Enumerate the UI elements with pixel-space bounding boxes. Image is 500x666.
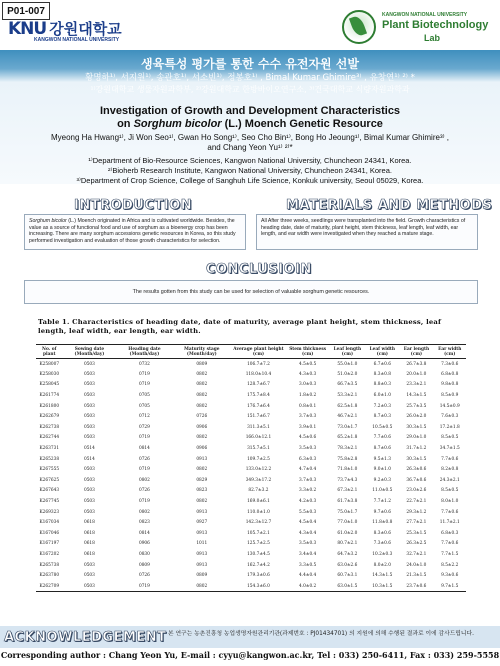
table-cell: 6.0±1.0 bbox=[373, 393, 391, 399]
table-title: Table 1. Characteristics of heading date, date of maturity, average plant height, stem thickness, leaf length, leaf width, ear length, ear width. bbox=[38, 318, 442, 335]
table-cell: 3.3±0.2 bbox=[299, 488, 317, 494]
table-cell: 0829 bbox=[196, 477, 208, 483]
table-row bbox=[36, 486, 466, 497]
table-cell: 3.7±0.3 bbox=[299, 477, 317, 483]
table-cell: 0814 bbox=[138, 530, 150, 536]
table-cell: 0729 bbox=[138, 424, 150, 430]
table-cell: 0913 bbox=[196, 509, 208, 515]
table-cell: 0913 bbox=[196, 562, 208, 568]
table-cell: 0830 bbox=[138, 551, 150, 557]
table-header-cell: Maturity stage (Month/day) bbox=[173, 345, 232, 359]
table-cell: 14.3±1.5 bbox=[406, 393, 427, 399]
table-cell: 8.7±0.3 bbox=[373, 414, 391, 420]
table-cell: 169.0±6.1 bbox=[247, 499, 270, 505]
table-cell: 14.3±1.5 bbox=[372, 573, 393, 579]
english-title-line2: on Sorghum bicolor (L.) Moench Genetic Resource bbox=[117, 118, 383, 130]
table-row bbox=[36, 517, 466, 528]
table-cell: 0514 bbox=[83, 446, 95, 452]
table-cell: 0802 bbox=[196, 382, 208, 388]
introduction-box bbox=[24, 214, 246, 250]
english-authors bbox=[0, 133, 500, 153]
table-cell: K267625 bbox=[39, 477, 60, 483]
table-cell: 75.0±1.7 bbox=[337, 509, 358, 515]
table-cell: 0719 bbox=[116, 581, 172, 592]
english-title-line1: Investigation of Growth and Development Characteristics bbox=[99, 105, 401, 117]
table-cell: 20.0±1.0 bbox=[406, 371, 427, 377]
table-cell: 3.4±0.4 bbox=[299, 551, 317, 557]
table-cell: 27.7±2.1 bbox=[406, 520, 427, 526]
table-cell: 7.6±0.3 bbox=[441, 414, 459, 420]
table-cell: 9.8±0.8 bbox=[441, 382, 459, 388]
table-cell: 3.9±0.1 bbox=[299, 424, 317, 430]
table-cell: K265238 bbox=[39, 456, 60, 462]
table-cell: 0514 bbox=[83, 456, 95, 462]
table-cell: 0503 bbox=[83, 424, 95, 430]
table-cell: 8.2±0.8 bbox=[441, 467, 459, 473]
table-cell: 9.0±1.0 bbox=[373, 467, 391, 473]
table-cell: 0802 bbox=[196, 467, 208, 473]
table-cell: 0913 bbox=[196, 530, 208, 536]
table-cell: 0802 bbox=[196, 393, 208, 399]
table-cell: 8.0±1.0 bbox=[441, 499, 459, 505]
table-cell: 151.7±6.7 bbox=[247, 414, 270, 420]
knu-logo-english: KANGWON NATIONAL UNIVERSITY bbox=[34, 37, 120, 43]
table-cell: 36.7±0.6 bbox=[406, 477, 427, 483]
table-cell: 4.4±0.4 bbox=[299, 573, 317, 579]
table-cell: 118.0±10.4 bbox=[245, 371, 272, 377]
table-cell: K261774 bbox=[39, 393, 60, 399]
table-cell: 6.7±0.6 bbox=[373, 361, 391, 367]
table-cell: 4.3±0.3 bbox=[299, 371, 317, 377]
table-cell: K167034 bbox=[39, 520, 60, 526]
affiliation-1: ¹⁾Department of Bio-Resource Sciences, Kangwon National University, Chuncheon 24341, Korea. bbox=[88, 156, 412, 165]
table-cell: K265738 bbox=[39, 562, 60, 568]
table-cell: 7.3±0.6 bbox=[441, 361, 459, 367]
table-row bbox=[36, 422, 466, 433]
table-row bbox=[36, 581, 466, 592]
lab-logo-name: Plant Biotechnology bbox=[382, 19, 489, 31]
table-header-cell: Heading date (Month/day) bbox=[116, 345, 172, 359]
table-cell: 0906 bbox=[196, 446, 208, 452]
table-cell: K262738 bbox=[39, 424, 60, 430]
table-row bbox=[36, 411, 466, 422]
table-cell: 162.7±4.2 bbox=[247, 562, 270, 568]
table-header-cell: Ear width (cm) bbox=[433, 345, 466, 359]
table-cell: K262709 bbox=[36, 581, 63, 592]
table-cell: 0503 bbox=[83, 393, 95, 399]
table-cell: 179.3±0.6 bbox=[247, 573, 270, 579]
table-cell: 7.7±0.6 bbox=[441, 509, 459, 515]
methods-box bbox=[256, 214, 478, 250]
table-header-cell: Average plant height (cm) bbox=[231, 345, 286, 359]
table-cell: 0503 bbox=[83, 509, 95, 515]
table-cell: 8.8±0.3 bbox=[373, 382, 391, 388]
table-cell: 26.0±2.0 bbox=[406, 414, 427, 420]
table-cell: 0503 bbox=[83, 435, 95, 441]
table-cell: 30.3±1.5 bbox=[406, 456, 427, 462]
table-cell: 26.3±0.6 bbox=[406, 467, 427, 473]
table-row bbox=[36, 570, 466, 581]
table-cell: 4.5±0.5 bbox=[299, 361, 317, 367]
table-cell: 9.2±0.3 bbox=[373, 477, 391, 483]
table-cell: 0802 bbox=[196, 371, 208, 377]
table-row bbox=[36, 539, 466, 550]
table-row bbox=[36, 549, 466, 560]
table-cell: 7.2±0.3 bbox=[373, 403, 391, 409]
table-cell: K263780 bbox=[39, 573, 60, 579]
table-header-cell: Leaf length (cm) bbox=[330, 345, 366, 359]
table-row bbox=[36, 369, 466, 380]
table-cell: 0823 bbox=[138, 520, 150, 526]
table-row bbox=[36, 443, 466, 454]
lab-logo-suffix: Lab bbox=[424, 33, 441, 43]
table-cell: 0503 bbox=[83, 488, 95, 494]
table-cell: 0618 bbox=[83, 541, 95, 547]
table-cell: 0823 bbox=[196, 488, 208, 494]
table-cell: 7.7±1.2 bbox=[373, 499, 391, 505]
table-cell: 32.7±2.1 bbox=[406, 551, 427, 557]
table-cell: 73.7±4.3 bbox=[337, 477, 358, 483]
lab-logo bbox=[324, 6, 494, 46]
table-cell: 0802 bbox=[196, 499, 208, 505]
conclusion-text: The results gotten from this study can be used for selection of valuable sorghum genetic resources. bbox=[132, 288, 370, 295]
table-cell: 4.0±0.2 bbox=[286, 581, 330, 592]
table-cell: K167197 bbox=[39, 541, 60, 547]
table-cell: 0503 bbox=[83, 467, 95, 473]
table-cell: 6.3±0.3 bbox=[299, 456, 317, 462]
table-cell: K262744 bbox=[39, 435, 60, 441]
header bbox=[0, 0, 500, 52]
table-cell: 0802 bbox=[196, 403, 208, 409]
table-cell: K167202 bbox=[39, 551, 60, 557]
table-row bbox=[36, 496, 466, 507]
table-cell: 4.5±0.4 bbox=[299, 520, 317, 526]
table-row bbox=[36, 464, 466, 475]
table-cell: 55.0±1.0 bbox=[337, 361, 358, 367]
table-cell: 0809 bbox=[196, 361, 208, 367]
table-row bbox=[36, 454, 466, 465]
table-header-cell: Sowing date (Month/day) bbox=[63, 345, 117, 359]
table-cell: 106.7±7.2 bbox=[247, 361, 270, 367]
table-cell: 0809 bbox=[196, 573, 208, 579]
table-cell: 0618 bbox=[83, 530, 95, 536]
table-cell: 14.5±0.9 bbox=[439, 403, 460, 409]
table-cell: 0809 bbox=[138, 562, 150, 568]
table-cell: 8.5±0.5 bbox=[441, 435, 459, 441]
table-cell: 0719 bbox=[138, 371, 150, 377]
table-cell: 110.0±1.0 bbox=[247, 509, 270, 515]
table-cell: 64.7±3.2 bbox=[337, 551, 358, 557]
table-cell: 9.5±1.3 bbox=[373, 456, 391, 462]
table-cell: 23.7±0.6 bbox=[399, 581, 433, 592]
table-cell: 0705 bbox=[138, 393, 150, 399]
table-cell: 3.3±0.5 bbox=[299, 562, 317, 568]
table-cell: 8.0±2.0 bbox=[373, 562, 391, 568]
lab-logo-university: KANGWON NATIONAL UNIVERSITY bbox=[382, 12, 468, 18]
table-cell: 25.7±3.5 bbox=[406, 403, 427, 409]
table-cell: 11.8±0.8 bbox=[372, 520, 393, 526]
table-cell: 66.7±3.5 bbox=[337, 382, 358, 388]
table-cell: 26.7±3.8 bbox=[406, 361, 427, 367]
table-cell: 63.0±1.5 bbox=[330, 581, 366, 592]
table-cell: 75.8±2.8 bbox=[337, 456, 358, 462]
table-cell: 0719 bbox=[138, 382, 150, 388]
table-cell: 78.3±2.1 bbox=[337, 446, 358, 452]
table-cell: 60.7±3.1 bbox=[337, 573, 358, 579]
table-cell: 0732 bbox=[138, 361, 150, 367]
table-cell: 7.7±0.6 bbox=[373, 435, 391, 441]
table-cell: 0503 bbox=[83, 361, 95, 367]
table-cell: 154.3±6.0 bbox=[231, 581, 286, 592]
table-cell: 10.5±0.5 bbox=[372, 424, 393, 430]
table-cell: 46.7±2.1 bbox=[337, 414, 358, 420]
knu-logo-korean: 강원대학교 bbox=[49, 20, 122, 38]
table-cell: 130.7±4.5 bbox=[247, 551, 270, 557]
table-cell: 0503 bbox=[83, 382, 95, 388]
table-cell: 0618 bbox=[83, 551, 95, 557]
table-cell: 0906 bbox=[196, 424, 208, 430]
table-cell: 311.3±5.1 bbox=[247, 424, 270, 430]
table-row bbox=[36, 528, 466, 539]
table-cell: 0906 bbox=[138, 541, 150, 547]
table-cell: 8.7±0.6 bbox=[373, 446, 391, 452]
table-cell: 9.7±0.6 bbox=[373, 509, 391, 515]
table-cell: 0814 bbox=[138, 446, 150, 452]
characteristics-table bbox=[36, 344, 466, 592]
table-cell: 26.3±2.5 bbox=[406, 541, 427, 547]
methods-heading: MATERIALS AND METHODS bbox=[286, 198, 493, 213]
table-row bbox=[36, 390, 466, 401]
table-cell: 61.7±3.8 bbox=[337, 499, 358, 505]
table-cell: 1011 bbox=[196, 541, 208, 547]
table-cell: 3.0±0.3 bbox=[299, 382, 317, 388]
table-cell: K262679 bbox=[39, 414, 60, 420]
table-cell: 71.8±1.0 bbox=[337, 467, 358, 473]
introduction-text: (L.) Moench originated in Africa and is cultivated worldwide. Besides, the value as a source of functional food and use of sorghum as a bioenergy crop has been increasing. There are many sorghum accessions genetic resources in Korea, so this study performed investigation and evaluation of those growth characteristics for selection. bbox=[29, 218, 236, 244]
table-cell: 125.7±2.5 bbox=[247, 541, 270, 547]
poster-id-badge: P01-007 bbox=[2, 2, 50, 20]
table-cell: 0726 bbox=[138, 456, 150, 462]
table-cell: 0503 bbox=[83, 573, 95, 579]
table-cell: 53.3±2.1 bbox=[337, 393, 358, 399]
table-cell: K267555 bbox=[39, 467, 60, 473]
table-header-cell: Leaf width (cm) bbox=[365, 345, 399, 359]
table-cell: 175.7±8.4 bbox=[247, 393, 270, 399]
table-cell: 82.7±3.2 bbox=[248, 488, 269, 494]
table-cell: 0503 bbox=[83, 562, 95, 568]
table-cell: 62.5±1.8 bbox=[337, 403, 358, 409]
table-body bbox=[36, 359, 466, 592]
table-cell: 0726 bbox=[138, 573, 150, 579]
table-cell: K263731 bbox=[39, 446, 60, 452]
table-cell: 4.2±0.3 bbox=[299, 499, 317, 505]
table-cell: 128.7±6.7 bbox=[247, 382, 270, 388]
table-cell: 109.7±2.5 bbox=[247, 456, 270, 462]
table-cell: 17.2±1.8 bbox=[439, 424, 460, 430]
table-cell: 73.0±1.7 bbox=[337, 424, 358, 430]
university-logo bbox=[8, 18, 122, 39]
table-cell: 6.8±0.3 bbox=[441, 530, 459, 536]
table-header-cell: Stem thickness (cm) bbox=[286, 345, 330, 359]
conclusion-box bbox=[24, 280, 478, 304]
table-cell: 25.3±1.5 bbox=[406, 530, 427, 536]
table-cell: K258007 bbox=[39, 361, 60, 367]
table-cell: 67.3±2.1 bbox=[337, 488, 358, 494]
table-cell: 21.3±1.5 bbox=[406, 573, 427, 579]
table-cell: K167046 bbox=[39, 530, 60, 536]
english-authors-line1: Myeong Ha Hwang¹⁾, Ji Won Seo¹⁾, Gwan Ho Song¹⁾, Seo Cho Bin¹⁾, Bong Ho Jeoung¹⁾, Bimal Kumar Ghimire³⁾ , bbox=[50, 133, 450, 142]
table-cell: 8.5±0.5 bbox=[441, 488, 459, 494]
table-cell: 0503 bbox=[83, 403, 95, 409]
table-cell: 0712 bbox=[138, 414, 150, 420]
table-cell: 8.5±0.9 bbox=[441, 393, 459, 399]
korean-title: 생육특성 평가를 통한 수수 유전자원 선발 bbox=[141, 57, 359, 71]
table-cell: 3.7±0.3 bbox=[299, 414, 317, 420]
acknowledgement-heading: ACKNOWLEDGEMENT bbox=[4, 630, 167, 645]
table-cell: 0719 bbox=[138, 467, 150, 473]
table-cell: K269323 bbox=[39, 509, 60, 515]
table-cell: 5.5±0.3 bbox=[299, 509, 317, 515]
table-row bbox=[36, 560, 466, 571]
table-cell: 0913 bbox=[196, 456, 208, 462]
table-cell: 133.0±12.2 bbox=[245, 467, 272, 473]
table-cell: 105.7±2.1 bbox=[247, 530, 270, 536]
table-cell: 0802 bbox=[138, 509, 150, 515]
acknowledgement-text: 본 연구는 농촌진흥청 농업생명자원관리기관(과제번호 : PJ01434701) 의 지원에 의해 수행된 결과로 이에 감사드립니다. bbox=[168, 631, 474, 637]
table-cell: 4.5±0.6 bbox=[299, 435, 317, 441]
table-row bbox=[36, 380, 466, 391]
table-cell: 80.7±2.1 bbox=[337, 541, 358, 547]
table-cell: K258030 bbox=[39, 371, 60, 377]
table-cell: 61.0±2.0 bbox=[337, 530, 358, 536]
table-cell: K261800 bbox=[39, 403, 60, 409]
table-cell: 8.5±2.2 bbox=[441, 562, 459, 568]
table-cell: 24.3±2.1 bbox=[439, 477, 460, 483]
table-cell: 4.7±0.4 bbox=[299, 467, 317, 473]
table-cell: 0726 bbox=[138, 488, 150, 494]
table-cell: 51.0±2.0 bbox=[337, 371, 358, 377]
table-cell: 0503 bbox=[83, 414, 95, 420]
table-cell: 315.7±5.1 bbox=[247, 446, 270, 452]
table-cell: 23.0±2.6 bbox=[406, 488, 427, 494]
table-cell: 77.0±1.0 bbox=[337, 520, 358, 526]
table-cell: 11.7±2.1 bbox=[439, 520, 460, 526]
table-cell: K267643 bbox=[39, 488, 60, 494]
table-cell: 9.3±0.6 bbox=[441, 573, 459, 579]
table-cell: 3.5±0.3 bbox=[299, 541, 317, 547]
table-cell: 349.3±17.2 bbox=[245, 477, 272, 483]
table-cell: 30.3±1.5 bbox=[406, 424, 427, 430]
table-cell: 9.7±1.5 bbox=[433, 581, 466, 592]
table-cell: 0719 bbox=[138, 499, 150, 505]
korean-authors: 황명하¹⁾, 서지원¹⁾, 송관호¹⁾, 서소빈¹⁾, 정봉호¹⁾ , Bimal Kumar Ghimire³⁾ , 유창연¹⁾ ²⁾ * bbox=[85, 73, 415, 83]
species-name: Sorghum bicolor bbox=[133, 118, 222, 130]
table-cell: 142.3±12.7 bbox=[245, 520, 272, 526]
table-row bbox=[36, 359, 466, 370]
table-cell: 7.3±0.6 bbox=[373, 541, 391, 547]
table-cell: 22.7±2.1 bbox=[406, 499, 427, 505]
table-cell: 0927 bbox=[196, 520, 208, 526]
table-cell: 0705 bbox=[138, 403, 150, 409]
conclusion-heading: CONCLUSIOIN bbox=[206, 262, 312, 277]
korean-affiliations: ¹⁾강원대학교 생물자원과학부, ²⁾강원대학교 한방바이오연구소, ³⁾건국대학교 식량자원과학과 bbox=[90, 85, 410, 94]
table-cell: 65.2±1.8 bbox=[337, 435, 358, 441]
table-cell: 7.7±1.5 bbox=[441, 551, 459, 557]
table-cell: 0913 bbox=[196, 551, 208, 557]
methods-text: All After three weeks, seedlings were transplanted into the field. Growth characteristics of heading date, date of maturity, plant height, stem thickness, leaf length, leaf width, ear length, and ear width were investigated when they reached a mature stage. bbox=[261, 218, 466, 238]
table-cell: 23.3±2.1 bbox=[406, 382, 427, 388]
table-header-cell: No. of plant bbox=[36, 345, 63, 359]
table-cell: 6.8±0.8 bbox=[441, 371, 459, 377]
table-cell: 0618 bbox=[83, 520, 95, 526]
table-cell: 0802 bbox=[173, 581, 232, 592]
table-cell: 0503 bbox=[63, 581, 117, 592]
table-row bbox=[36, 401, 466, 412]
table-cell: 1.8±0.2 bbox=[299, 393, 317, 399]
table-cell: 176.7±6.4 bbox=[247, 403, 270, 409]
table-cell: 0802 bbox=[138, 477, 150, 483]
english-authors-line2: and Chang Yeon Yu¹⁾ ²⁾* bbox=[207, 143, 293, 152]
table-cell: 0503 bbox=[83, 371, 95, 377]
table-cell: 34.7±1.5 bbox=[439, 446, 460, 452]
knu-logo-mark: KNU bbox=[8, 18, 47, 39]
species-name: Sorghum bicolor bbox=[29, 218, 67, 224]
table-cell: 63.0±2.6 bbox=[337, 562, 358, 568]
table-cell: 24.0±1.0 bbox=[406, 562, 427, 568]
table-cell: 10.3±1.5 bbox=[365, 581, 399, 592]
table-cell: 0719 bbox=[138, 435, 150, 441]
table-cell: K267745 bbox=[39, 499, 60, 505]
table-cell: 31.7±1.2 bbox=[406, 446, 427, 452]
table-cell: K258045 bbox=[39, 382, 60, 388]
affiliation-3: ³⁾Department of Crop Science, College of Sanghuh Life Science, Konkuk university, Seoul 05029, Korea. bbox=[76, 176, 424, 185]
table-cell: 166.0±12.1 bbox=[245, 435, 272, 441]
table-cell: 8.3±0.6 bbox=[373, 530, 391, 536]
table-cell: 29.0±1.0 bbox=[406, 435, 427, 441]
table-cell: 29.3±1.2 bbox=[406, 509, 427, 515]
table-cell: 0503 bbox=[83, 477, 95, 483]
table-cell: 4.3±0.4 bbox=[299, 530, 317, 536]
table-header-row bbox=[36, 345, 466, 359]
table-cell: 0.8±0.1 bbox=[299, 403, 317, 409]
introduction-heading: INTRODUCTION bbox=[74, 198, 193, 213]
table-cell: 0726 bbox=[196, 414, 208, 420]
table-cell: 11.0±0.5 bbox=[372, 488, 393, 494]
table-cell: 3.5±0.3 bbox=[299, 446, 317, 452]
corresponding-author: Corresponding author : Chang Yeon Yu, E-mail : cyyu@kangwon.ac.kr, Tel : 033) 250-6411, Fax : 033) 259-5558 bbox=[0, 650, 500, 660]
table-cell: 7.7±0.6 bbox=[441, 456, 459, 462]
table-cell: 0802 bbox=[196, 435, 208, 441]
table-cell: 8.3±0.8 bbox=[373, 371, 391, 377]
table-cell: 10.2±0.3 bbox=[372, 551, 393, 557]
table-cell: 7.7±0.6 bbox=[441, 541, 459, 547]
table-header-cell: Ear length (cm) bbox=[399, 345, 433, 359]
table-row bbox=[36, 475, 466, 486]
table-row bbox=[36, 433, 466, 444]
table-cell: 0503 bbox=[83, 499, 95, 505]
table-row bbox=[36, 507, 466, 518]
english-title bbox=[0, 105, 500, 131]
affiliation-2: ²⁾Bioherb Research Institute, Kangwon National University, Chuncheon 24341, Korea. bbox=[108, 166, 392, 175]
